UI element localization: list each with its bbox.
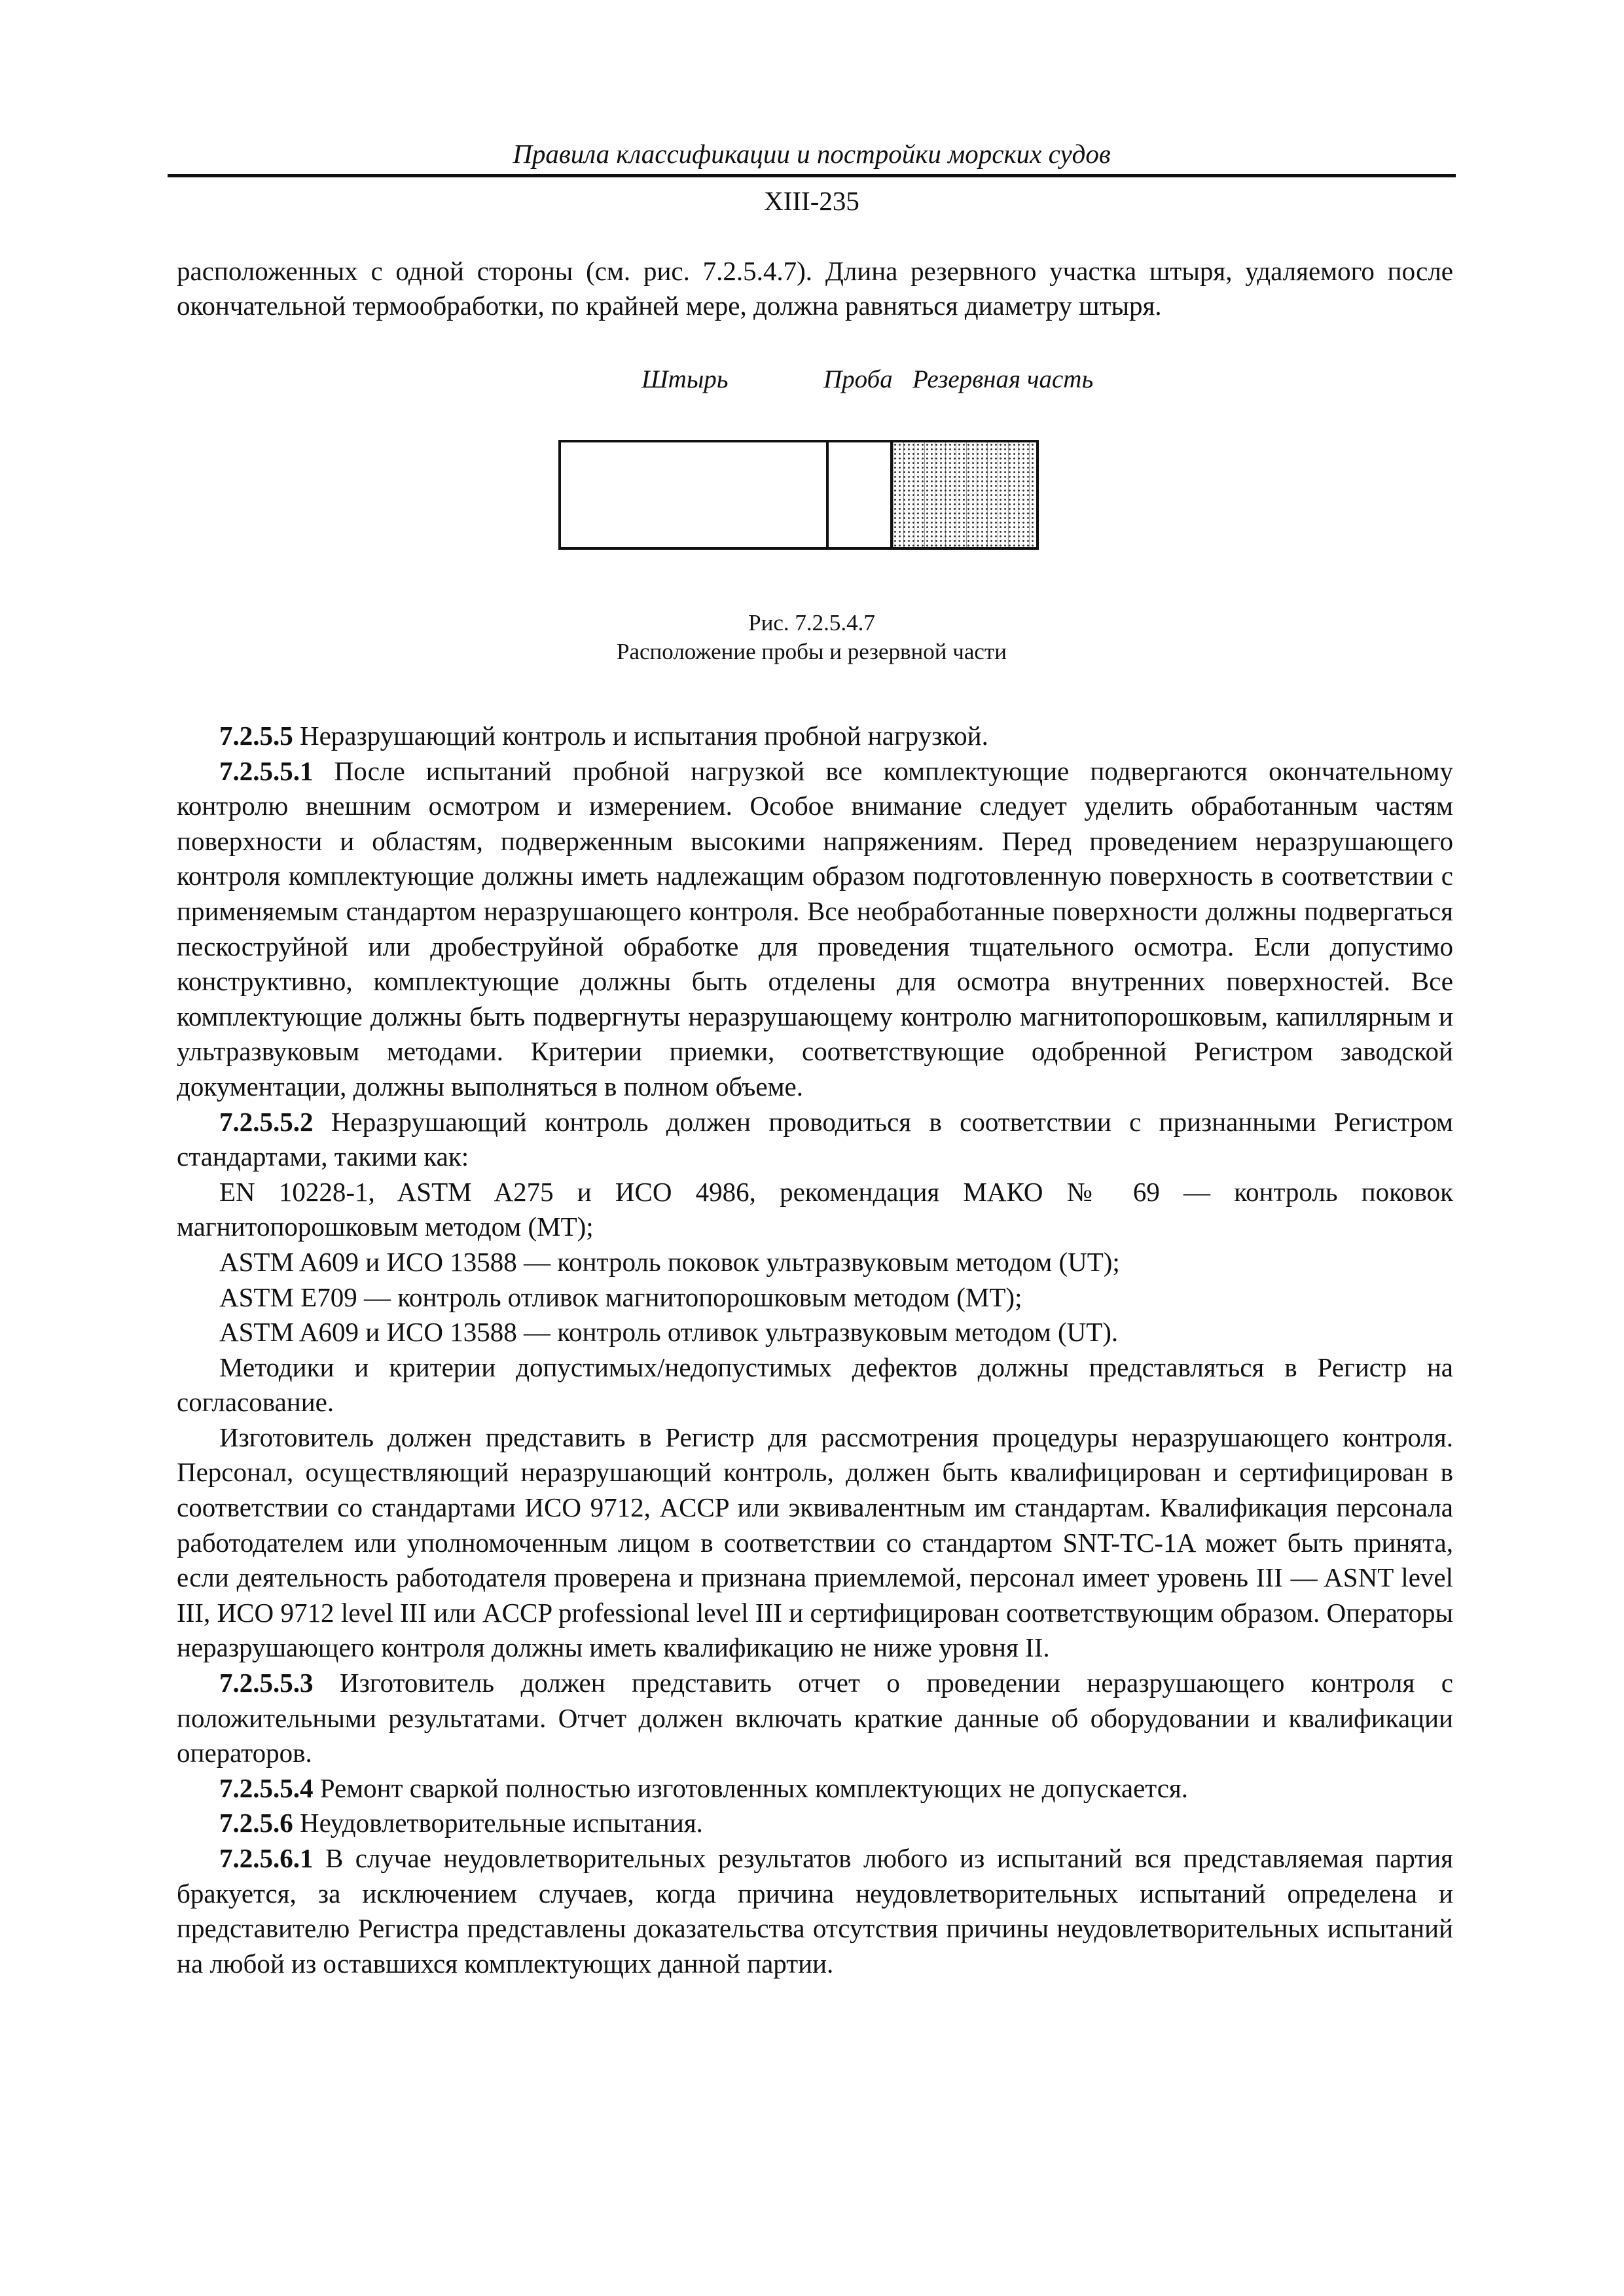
section-number: 7.2.5.6.1 [219, 1843, 314, 1873]
body-paragraph [177, 1175, 1453, 1245]
paragraph-text: ASTM A609 и ИСО 13588 — контроль поковок ультразвуковым методом (UT); [219, 1246, 1120, 1277]
section-number: 7.2.5.5.3 [219, 1668, 314, 1698]
section-paragraph [177, 1771, 1453, 1806]
paragraph-text: В случае неудовлетворительных результатов любого из испытаний вся представляемая партия бракуется, за исключением случаев, когда причина неудовлетворительных испытаний определена и представителю Регистра представлены доказательства отсутствия причины неудовлетворительных испытаний на любой из оставшихся комплектующих данной партии. [177, 1843, 1453, 1979]
figure-label-reserve: Резервная часть [912, 365, 1094, 393]
body-paragraph [177, 1420, 1453, 1666]
paragraph-text: Методики и критерии допустимых/недопустимых дефектов должны представляться в Регистр на согласование. [177, 1352, 1453, 1418]
section-number: 7.2.5.6 [219, 1808, 293, 1839]
figure-label-pin: Штырь [641, 365, 729, 393]
section-paragraph [177, 1841, 1453, 1981]
body-paragraph [177, 1350, 1453, 1420]
section-number: 7.2.5.5.4 [219, 1772, 314, 1803]
section-paragraph [177, 1666, 1453, 1771]
paragraph-text: Изготовитель должен представить отчет о проведении неразрушающего контроля с положительными результатами. Отчет должен включать краткие данные об оборудовании и квалификации операторов. [177, 1668, 1453, 1768]
section-paragraph [177, 1806, 1453, 1841]
paragraph-text: Ремонт сваркой полностью изготовленных комплектующих не допускается. [313, 1772, 1189, 1803]
body-paragraph [177, 1315, 1453, 1350]
paragraph-text: После испытаний пробной нагрузкой все комплектующие подвергаются окончательному контролю внешним осмотром и измерением. Особое внимание следует уделить обработанным частям поверхности и областям, подверженным высокими напряжениям. Перед проведением неразрушающего контроля комплектующие должны иметь надлежащим образом подготовленную поверхность в соответствии с применяемым стандартом неразрушающего контроля. Все необработанные поверхности должны подвергаться пескоструйной или дробеструйной обработке для проведения тщательного осмотра. Если допустимо конструктивно, комплектующие должны быть отделены для осмотра внутренних поверхностей. Все комплектующие должны быть подвергнуты неразрушающему контролю магнитопорошковым, капиллярным и ультразвуковым методами. Критерии приемки, соответствующие одобренной Регистром заводской документации, должны выполняться в полном объеме. [177, 755, 1453, 1102]
paragraph-text: ASTM A609 и ИСО 13588 — контроль отливок ультразвуковым методом (UT). [219, 1317, 1119, 1348]
paragraph-text: Неразрушающий контроль должен проводиться в соответствии с признанными Регистром стандартами, такими как: [177, 1106, 1453, 1172]
figure-divider-pin-sample [826, 442, 829, 547]
figure-reserve-hatched-area [893, 442, 1036, 547]
section-paragraph [177, 719, 1453, 754]
section-number: 7.2.5.5 [219, 721, 293, 751]
running-title: Правила классификации и постройки морских судов [513, 139, 1111, 169]
body-text [177, 719, 1453, 1981]
section-paragraph [177, 1105, 1453, 1175]
section-number: 7.2.5.5.2 [219, 1106, 314, 1137]
figure-caption-title: Расположение пробы и резервной части [617, 639, 1007, 664]
section-paragraph [177, 754, 1453, 1105]
body-paragraph [177, 1280, 1453, 1316]
paragraph-text: Неразрушающий контроль и испытания пробной нагрузкой. [293, 721, 988, 751]
paragraph-text: Изготовитель должен представить в Регистр для рассмотрения процедуры неразрушающего контроля. Персонал, осуществляющий неразрушающий контроль, должен быть квалифицирован и сертифицирован в соответствии со стандартами ИСО 9712, ACCP или эквивалентным им стандартам. Квалификация персонала работодателем или уполномоченным лицом в соответствии со стандартом SNT-TC-1A может быть принята, если деятельность работодателя проверена и признана приемлемой, персонал имеет уровень III — ASNT level III, ИСО 9712 level III или ACCP professional level III и сертифицирован соответствующим образом. Операторы неразрушающего контроля должны иметь квалификацию не ниже уровня II. [177, 1422, 1453, 1663]
paragraph-text: ASTM E709 — контроль отливок магнитопорошковым методом (MT); [219, 1282, 1022, 1312]
figure-caption-number: Рис. 7.2.5.4.7 [748, 610, 875, 636]
body-paragraph [177, 1245, 1453, 1280]
page-number: XIII-235 [764, 186, 859, 216]
figure-label-sample: Проба [823, 365, 893, 393]
section-number: 7.2.5.5.1 [219, 755, 314, 786]
paragraph-text: Неудовлетворительные испытания. [293, 1808, 703, 1839]
header-rule [168, 174, 1456, 177]
figure-diagram [558, 440, 1039, 550]
intro-paragraph: расположенных с одной стороны (см. рис. 7.2.5.4.7). Длина резервного участка штыря, удаляемого после окончательной термообработки, по крайней мере, должна равняться диаметру штыря. [177, 256, 1453, 321]
paragraph-text: EN 10228-1, ASTM A275 и ИСО 4986, рекомендация МАКО № 69 — контроль поковок магнитопорошковым методом (MT); [177, 1176, 1453, 1242]
